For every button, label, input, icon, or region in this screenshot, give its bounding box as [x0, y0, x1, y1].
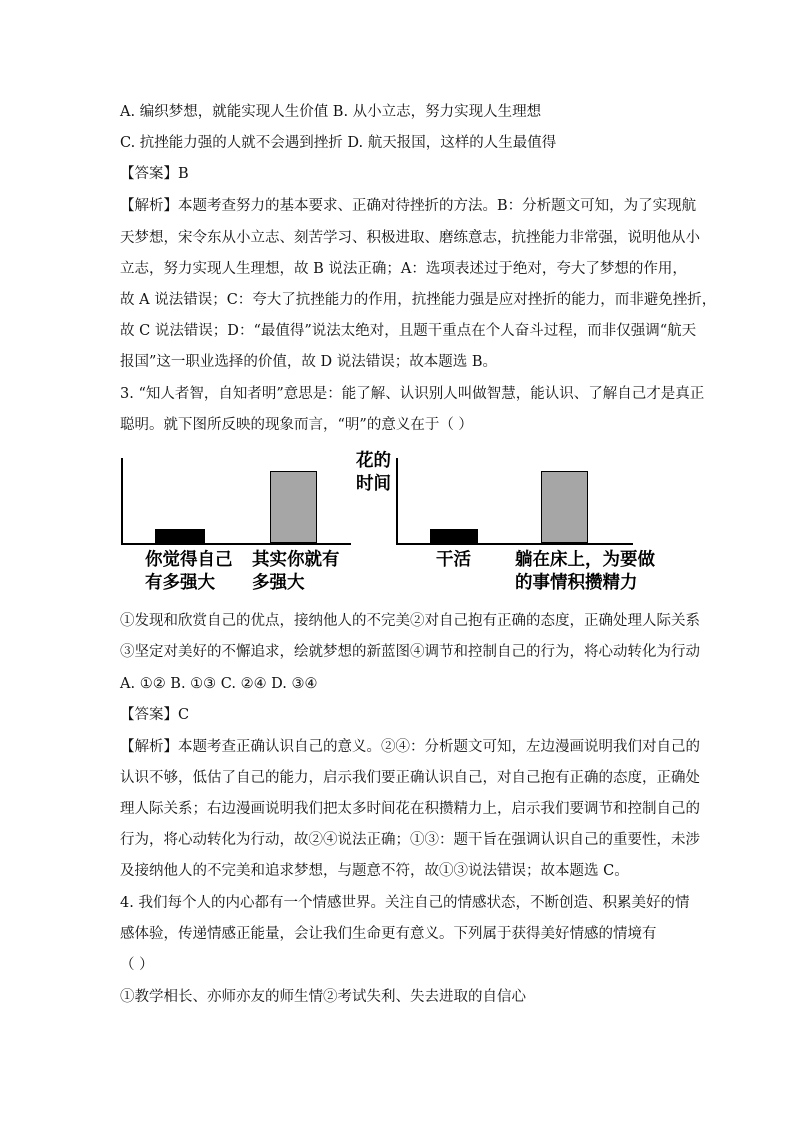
q3-stem-line-1: 3. “知人者智，自知者明”意思是：能了解、认识别人叫做智慧，能认识、了解自己才是真正	[120, 386, 705, 402]
q4-stem-line-3: （ ）	[120, 957, 154, 973]
q2-analysis-line-3: 立志，努力实现人生理想，故 B 说法正确；A：选项表述过于绝对，夸大了梦想的作用，	[120, 261, 687, 277]
left-chart-x-axis	[121, 543, 351, 545]
right-chart-ylabel-line-2: 时间	[356, 474, 391, 494]
right-chart-y-axis	[396, 458, 398, 544]
q2-analysis-line-4: 故 A 说法错误；C：夸大了抗挫能力的作用，抗挫能力强是应对挫折的能力，而非避免挫折，	[120, 292, 717, 308]
q2-analysis-line-6: 报国”这一职业选择的价值，故 D 说法错误；故本题选 B。	[120, 354, 498, 370]
q3-item-line-2: ③坚定对美好的不懈追求，绘就梦想的新蓝图④调节和控制自己的行为，将心动转化为行动	[120, 644, 700, 660]
q2-options-line-1: A. 编织梦想，就能实现人生价值 B. 从小立志，努力实现人生理想	[120, 104, 542, 120]
q2-analysis-line-2: 天梦想，宋令东从小立志、刻苦学习、积极进取、磨练意志，抗挫能力非常强，说明他从小	[120, 230, 700, 246]
right-chart-label-2-line-2: 的事情积攒精力	[515, 573, 638, 593]
q2-analysis-line-5: 故 C 说法错误；D：“最值得”说法太绝对，且题干重点在个人奋斗过程，而非仅强调“航天	[120, 323, 697, 339]
q3-item-line-1: ①发现和欣赏自己的优点，接纳他人的不完美②对自己抱有正确的态度，正确处理人际关系	[120, 613, 700, 629]
right-chart-x-axis	[396, 543, 633, 545]
q4-item-line-1: ①教学相长、亦师亦友的师生情②考试失利、失去进取的自信心	[120, 989, 526, 1005]
left-chart-label-2-line-1: 其实你就有	[252, 550, 340, 570]
right-chart-label-2-line-1: 躺在床上，为要做	[515, 550, 655, 570]
left-chart-label-1-line-1: 你觉得自己	[145, 550, 233, 570]
q3-analysis-line-4: 行为，将心动转化为行动，故②④说法正确；①③：题干旨在强调认识自己的重要性，未涉	[120, 832, 700, 848]
q3-answer: 【答案】C	[120, 707, 190, 723]
right-chart-ylabel-line-1: 花的	[356, 451, 391, 471]
right-chart-label-1: 干活	[436, 550, 471, 570]
q3-analysis-line-1: 【解析】本题考查正确认识自己的意义。②④：分析题文可知，左边漫画说明我们对自己的	[120, 739, 700, 755]
left-chart-label-1-line-2: 有多强大	[145, 573, 215, 593]
q3-stem-line-2: 聪明。就下图所反映的现象而言，“明”的意义在于（ ）	[120, 417, 473, 433]
q2-analysis-line-1: 【解析】本题考查努力的基本要求、正确对待挫折的方法。B：分析题文可知，为了实现航	[120, 198, 697, 214]
q4-stem-line-1: 4. 我们每个人的内心都有一个情感世界。关注自己的情感状态，不断创造、积累美好的情	[120, 895, 690, 911]
q2-options-line-2: C. 抗挫能力强的人就不会遇到挫折 D. 航天报国，这样的人生最值得	[120, 135, 557, 151]
q3-options: A. ①② B. ①③ C. ②④ D. ③④	[120, 676, 318, 692]
left-chart-bar-perceived	[155, 529, 205, 543]
right-chart-bar-work	[430, 529, 478, 543]
left-chart-bar-actual	[270, 471, 317, 543]
q3-analysis-line-5: 及接纳他人的不完美和追求梦想，与题意不符，故①③说法错误；故本题选 C。	[120, 863, 629, 879]
left-chart-label-2-line-2: 多强大	[252, 573, 305, 593]
q2-answer: 【答案】B	[120, 166, 189, 182]
q3-analysis-line-3: 理人际关系；右边漫画说明我们把太多时间花在积攒精力上，启示我们要调节和控制自己的	[120, 801, 700, 817]
left-chart-y-axis	[121, 458, 123, 544]
q3-analysis-line-2: 认识不够，低估了自己的能力，启示我们要正确认识自己，对自己抱有正确的态度，正确处	[120, 770, 700, 786]
right-chart-bar-rest	[541, 471, 588, 543]
q4-stem-line-2: 感体验，传递情感正能量，会让我们生命更有意义。下列属于获得美好情感的情境有	[120, 926, 657, 942]
